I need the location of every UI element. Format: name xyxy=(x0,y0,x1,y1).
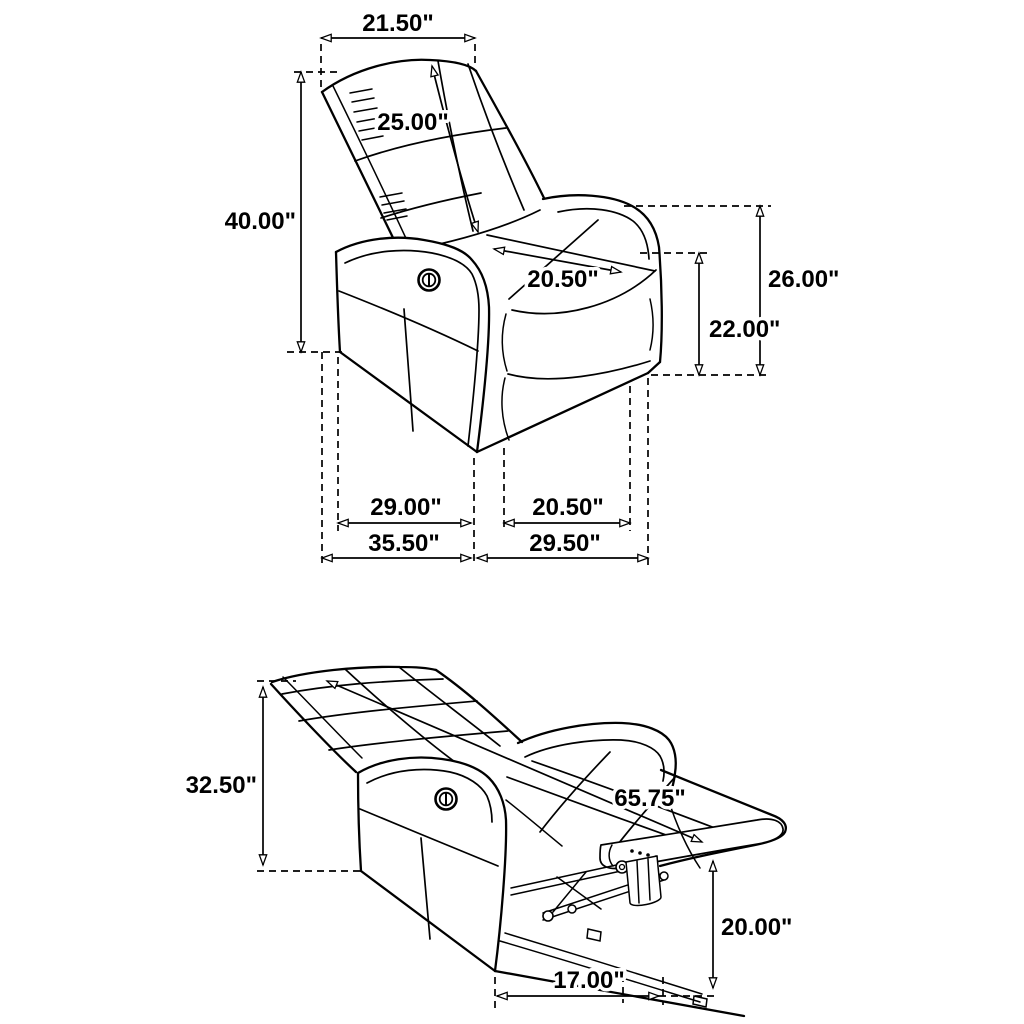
dim-label-overall-height: 40.00" xyxy=(224,208,296,235)
dim-label-base-front-depth: 17.00" xyxy=(553,967,625,994)
dim-label-base-depth: 29.00" xyxy=(370,494,442,521)
dim-top-width xyxy=(321,10,475,87)
reclined-left-armrest xyxy=(358,758,506,971)
reclined-backrest xyxy=(271,667,522,772)
dim-overall-height xyxy=(225,72,342,352)
footrest-support-flap xyxy=(626,856,661,905)
dim-footrest-height xyxy=(713,861,792,988)
dim-label-top-width: 21.50" xyxy=(362,10,434,37)
dim-arm-height xyxy=(624,206,839,375)
stitch-hatches-lower xyxy=(380,193,407,220)
upright-left-armrest xyxy=(336,238,489,452)
reclined-chair-drawing xyxy=(186,667,793,1016)
dim-label-footrest-height: 20.00" xyxy=(721,914,793,941)
upright-chair-drawing xyxy=(225,10,840,566)
dim-label-reclined-length: 65.75" xyxy=(614,785,686,812)
dim-back-height xyxy=(186,681,360,871)
dim-label-overall-depth: 35.50" xyxy=(368,530,440,557)
dim-label-back-length: 25.00" xyxy=(377,109,449,136)
power-button-icon xyxy=(436,789,457,810)
dim-label-seat-width: 20.50" xyxy=(527,266,599,293)
dim-label-back-height: 32.50" xyxy=(185,772,257,799)
upright-backrest xyxy=(322,60,544,250)
dim-label-overall-width: 29.50" xyxy=(529,530,601,557)
dim-label-arm-height: 26.00" xyxy=(768,266,840,293)
dim-label-front-width: 20.50" xyxy=(532,494,604,521)
power-button-icon xyxy=(419,270,440,291)
dim-label-seat-back-height: 22.00" xyxy=(709,316,781,343)
